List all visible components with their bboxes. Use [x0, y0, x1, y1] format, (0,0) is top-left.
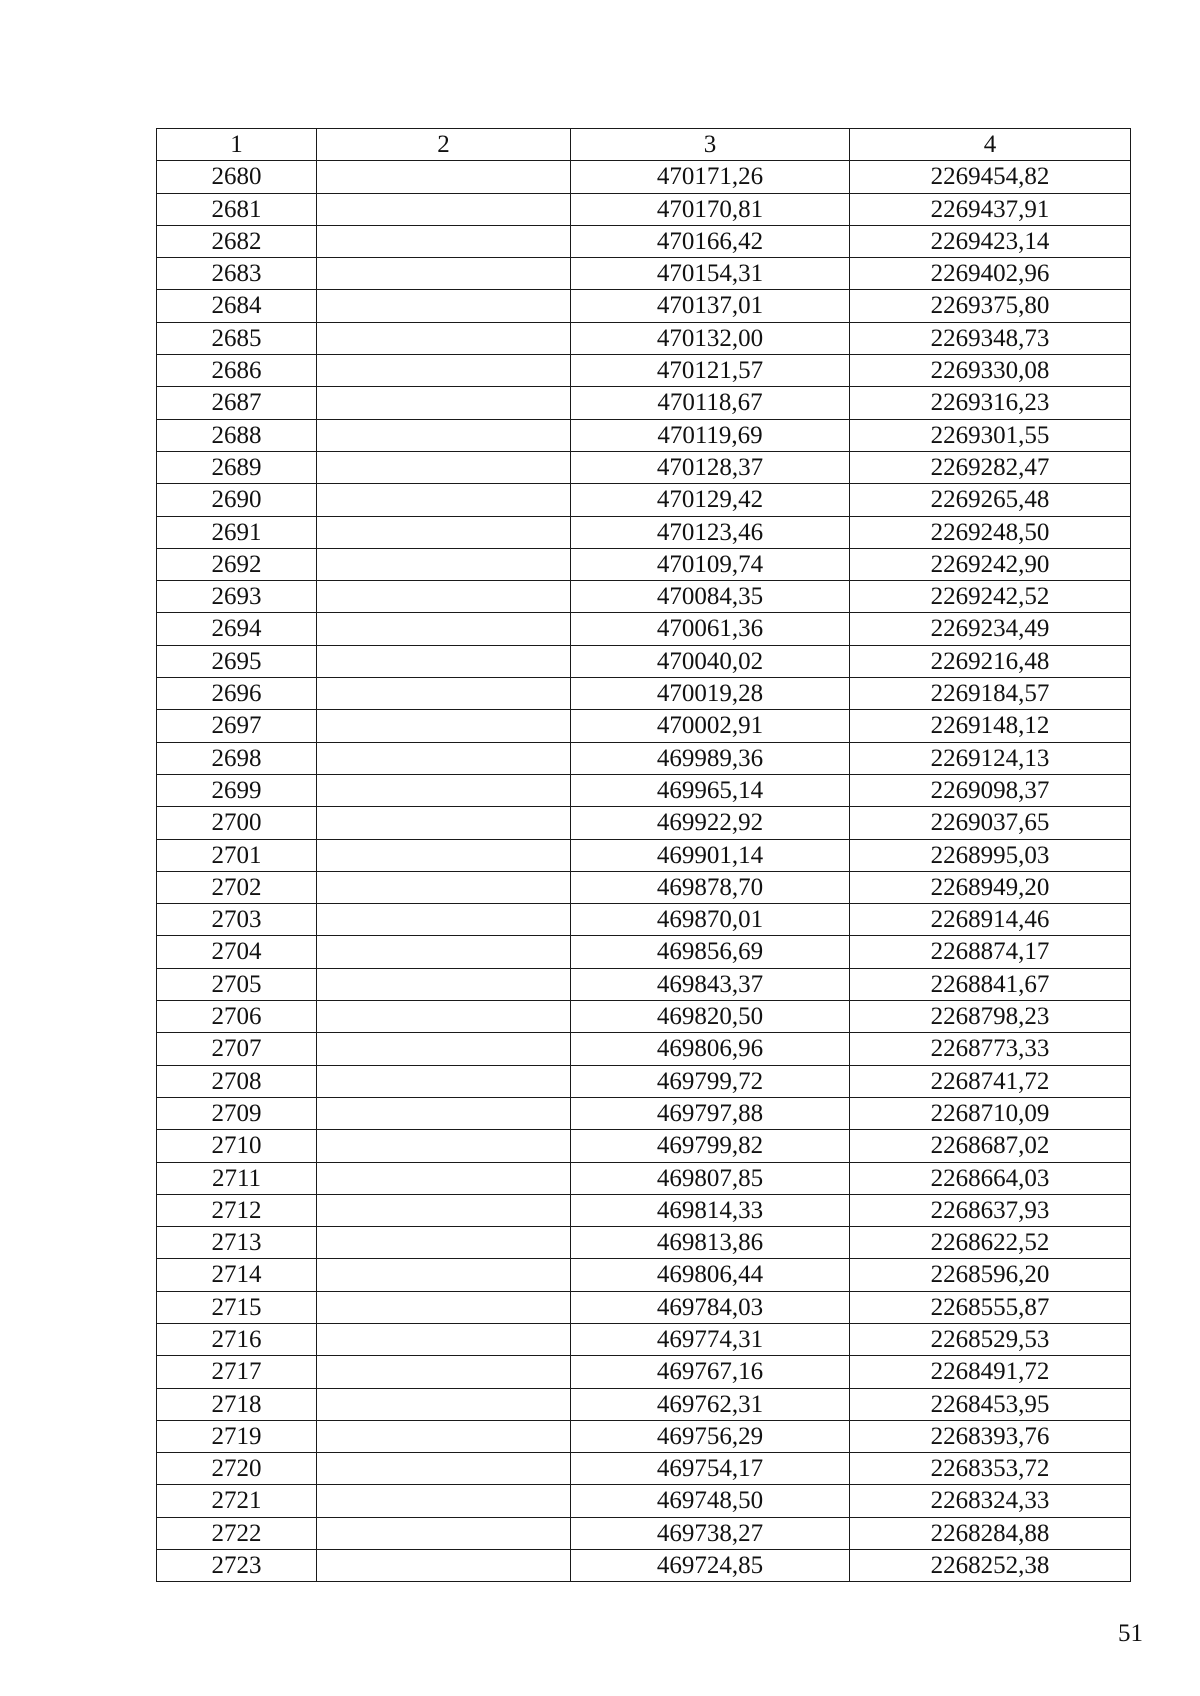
point-number-cell: 2698 [157, 742, 317, 774]
point-number-cell: 2704 [157, 936, 317, 968]
point-number-cell: 2692 [157, 548, 317, 580]
y-coordinate-cell: 2269402,96 [850, 258, 1131, 290]
x-coordinate-cell: 469965,14 [571, 774, 850, 806]
point-number-cell: 2722 [157, 1517, 317, 1549]
description-cell [317, 1033, 571, 1065]
point-number-cell: 2681 [157, 193, 317, 225]
description-cell [317, 1001, 571, 1033]
description-cell [317, 1550, 571, 1582]
y-coordinate-cell: 2268773,33 [850, 1033, 1131, 1065]
table-row [157, 1162, 1131, 1194]
point-number-cell: 2695 [157, 645, 317, 677]
table-row [157, 1453, 1131, 1485]
x-coordinate-cell: 470084,35 [571, 581, 850, 613]
table-row [157, 645, 1131, 677]
y-coordinate-cell: 2268995,03 [850, 839, 1131, 871]
table-row [157, 1097, 1131, 1129]
x-coordinate-cell: 469820,50 [571, 1001, 850, 1033]
y-coordinate-cell: 2269375,80 [850, 290, 1131, 322]
y-coordinate-cell: 2268687,02 [850, 1130, 1131, 1162]
y-coordinate-cell: 2269184,57 [850, 678, 1131, 710]
x-coordinate-cell: 469799,72 [571, 1065, 850, 1097]
description-cell [317, 322, 571, 354]
description-cell [317, 1453, 571, 1485]
table-row [157, 1227, 1131, 1259]
y-coordinate-cell: 2268491,72 [850, 1356, 1131, 1388]
table-row [157, 258, 1131, 290]
table-row [157, 1291, 1131, 1323]
x-coordinate-cell: 470137,01 [571, 290, 850, 322]
table-row [157, 484, 1131, 516]
x-coordinate-cell: 470154,31 [571, 258, 850, 290]
description-cell [317, 774, 571, 806]
table-row [157, 1388, 1131, 1420]
description-cell [317, 387, 571, 419]
table-row [157, 1033, 1131, 1065]
y-coordinate-cell: 2269282,47 [850, 451, 1131, 483]
table-header [157, 129, 1131, 161]
table-body [157, 161, 1131, 1582]
description-cell [317, 936, 571, 968]
point-number-cell: 2686 [157, 355, 317, 387]
y-coordinate-cell: 2268914,46 [850, 904, 1131, 936]
x-coordinate-cell: 469870,01 [571, 904, 850, 936]
description-cell [317, 225, 571, 257]
point-number-cell: 2683 [157, 258, 317, 290]
x-coordinate-cell: 470129,42 [571, 484, 850, 516]
description-cell [317, 290, 571, 322]
y-coordinate-cell: 2268555,87 [850, 1291, 1131, 1323]
x-coordinate-cell: 470061,36 [571, 613, 850, 645]
description-cell [317, 581, 571, 613]
y-coordinate-cell: 2269248,50 [850, 516, 1131, 548]
table-row [157, 807, 1131, 839]
description-cell [317, 161, 571, 193]
description-cell [317, 807, 571, 839]
y-coordinate-cell: 2269124,13 [850, 742, 1131, 774]
x-coordinate-cell: 469878,70 [571, 871, 850, 903]
y-coordinate-cell: 2269437,91 [850, 193, 1131, 225]
x-coordinate-cell: 470118,67 [571, 387, 850, 419]
description-cell [317, 1130, 571, 1162]
table-row [157, 1130, 1131, 1162]
table-row [157, 419, 1131, 451]
x-coordinate-cell: 469754,17 [571, 1453, 850, 1485]
point-number-cell: 2685 [157, 322, 317, 354]
description-cell [317, 1162, 571, 1194]
point-number-cell: 2723 [157, 1550, 317, 1582]
description-cell [317, 1291, 571, 1323]
x-coordinate-cell: 469797,88 [571, 1097, 850, 1129]
y-coordinate-cell: 2268710,09 [850, 1097, 1131, 1129]
description-cell [317, 419, 571, 451]
point-number-cell: 2680 [157, 161, 317, 193]
description-cell [317, 678, 571, 710]
column-header-2: 2 [317, 129, 571, 161]
x-coordinate-cell: 469756,29 [571, 1420, 850, 1452]
description-cell [317, 871, 571, 903]
point-number-cell: 2700 [157, 807, 317, 839]
y-coordinate-cell: 2268841,67 [850, 968, 1131, 1000]
table-row [157, 581, 1131, 613]
description-cell [317, 1097, 571, 1129]
table-row [157, 387, 1131, 419]
x-coordinate-cell: 470132,00 [571, 322, 850, 354]
table-row [157, 161, 1131, 193]
y-coordinate-cell: 2269454,82 [850, 161, 1131, 193]
table-row [157, 1550, 1131, 1582]
point-number-cell: 2718 [157, 1388, 317, 1420]
x-coordinate-cell: 469922,92 [571, 807, 850, 839]
table-row [157, 290, 1131, 322]
y-coordinate-cell: 2268529,53 [850, 1323, 1131, 1355]
point-number-cell: 2706 [157, 1001, 317, 1033]
point-number-cell: 2714 [157, 1259, 317, 1291]
table-row [157, 936, 1131, 968]
y-coordinate-cell: 2268949,20 [850, 871, 1131, 903]
y-coordinate-cell: 2268324,33 [850, 1485, 1131, 1517]
table-row [157, 678, 1131, 710]
description-cell [317, 484, 571, 516]
table-row [157, 451, 1131, 483]
coordinates-table [156, 128, 1131, 1582]
point-number-cell: 2719 [157, 1420, 317, 1452]
x-coordinate-cell: 470040,02 [571, 645, 850, 677]
y-coordinate-cell: 2269316,23 [850, 387, 1131, 419]
description-cell [317, 645, 571, 677]
table-row [157, 1420, 1131, 1452]
x-coordinate-cell: 469856,69 [571, 936, 850, 968]
x-coordinate-cell: 469767,16 [571, 1356, 850, 1388]
x-coordinate-cell: 470170,81 [571, 193, 850, 225]
table-row [157, 1194, 1131, 1226]
description-cell [317, 193, 571, 225]
y-coordinate-cell: 2268252,38 [850, 1550, 1131, 1582]
y-coordinate-cell: 2269037,65 [850, 807, 1131, 839]
table-row [157, 225, 1131, 257]
y-coordinate-cell: 2268798,23 [850, 1001, 1131, 1033]
y-coordinate-cell: 2268393,76 [850, 1420, 1131, 1452]
table-row [157, 1323, 1131, 1355]
x-coordinate-cell: 469813,86 [571, 1227, 850, 1259]
description-cell [317, 258, 571, 290]
point-number-cell: 2690 [157, 484, 317, 516]
table-row [157, 904, 1131, 936]
y-coordinate-cell: 2269242,90 [850, 548, 1131, 580]
table-row [157, 871, 1131, 903]
point-number-cell: 2687 [157, 387, 317, 419]
y-coordinate-cell: 2269265,48 [850, 484, 1131, 516]
description-cell [317, 839, 571, 871]
x-coordinate-cell: 469762,31 [571, 1388, 850, 1420]
table-row [157, 1259, 1131, 1291]
y-coordinate-cell: 2268596,20 [850, 1259, 1131, 1291]
point-number-cell: 2705 [157, 968, 317, 1000]
x-coordinate-cell: 469738,27 [571, 1517, 850, 1549]
x-coordinate-cell: 470121,57 [571, 355, 850, 387]
table-row [157, 613, 1131, 645]
column-header-3: 3 [571, 129, 850, 161]
point-number-cell: 2691 [157, 516, 317, 548]
description-cell [317, 1065, 571, 1097]
point-number-cell: 2701 [157, 839, 317, 871]
y-coordinate-cell: 2268741,72 [850, 1065, 1131, 1097]
x-coordinate-cell: 469806,96 [571, 1033, 850, 1065]
y-coordinate-cell: 2268874,17 [850, 936, 1131, 968]
point-number-cell: 2710 [157, 1130, 317, 1162]
table-row [157, 516, 1131, 548]
y-coordinate-cell: 2269098,37 [850, 774, 1131, 806]
y-coordinate-cell: 2268453,95 [850, 1388, 1131, 1420]
description-cell [317, 1356, 571, 1388]
description-cell [317, 742, 571, 774]
column-header-1: 1 [157, 129, 317, 161]
table-row [157, 742, 1131, 774]
x-coordinate-cell: 470019,28 [571, 678, 850, 710]
point-number-cell: 2720 [157, 1453, 317, 1485]
y-coordinate-cell: 2268284,88 [850, 1517, 1131, 1549]
point-number-cell: 2703 [157, 904, 317, 936]
x-coordinate-cell: 470166,42 [571, 225, 850, 257]
x-coordinate-cell: 470171,26 [571, 161, 850, 193]
description-cell [317, 451, 571, 483]
y-coordinate-cell: 2268664,03 [850, 1162, 1131, 1194]
description-cell [317, 904, 571, 936]
column-header-4: 4 [850, 129, 1131, 161]
table-row [157, 193, 1131, 225]
y-coordinate-cell: 2268637,93 [850, 1194, 1131, 1226]
point-number-cell: 2708 [157, 1065, 317, 1097]
point-number-cell: 2721 [157, 1485, 317, 1517]
description-cell [317, 1194, 571, 1226]
description-cell [317, 1259, 571, 1291]
point-number-cell: 2682 [157, 225, 317, 257]
description-cell [317, 613, 571, 645]
point-number-cell: 2716 [157, 1323, 317, 1355]
description-cell [317, 548, 571, 580]
y-coordinate-cell: 2268353,72 [850, 1453, 1131, 1485]
point-number-cell: 2696 [157, 678, 317, 710]
table-row [157, 968, 1131, 1000]
x-coordinate-cell: 470128,37 [571, 451, 850, 483]
x-coordinate-cell: 469901,14 [571, 839, 850, 871]
x-coordinate-cell: 470119,69 [571, 419, 850, 451]
point-number-cell: 2693 [157, 581, 317, 613]
description-cell [317, 355, 571, 387]
point-number-cell: 2684 [157, 290, 317, 322]
table-row [157, 548, 1131, 580]
point-number-cell: 2694 [157, 613, 317, 645]
description-cell [317, 516, 571, 548]
x-coordinate-cell: 470109,74 [571, 548, 850, 580]
table-row [157, 839, 1131, 871]
description-cell [317, 1388, 571, 1420]
point-number-cell: 2713 [157, 1227, 317, 1259]
x-coordinate-cell: 469784,03 [571, 1291, 850, 1323]
point-number-cell: 2688 [157, 419, 317, 451]
y-coordinate-cell: 2269216,48 [850, 645, 1131, 677]
description-cell [317, 1517, 571, 1549]
x-coordinate-cell: 469807,85 [571, 1162, 850, 1194]
y-coordinate-cell: 2269301,55 [850, 419, 1131, 451]
description-cell [317, 1323, 571, 1355]
x-coordinate-cell: 469799,82 [571, 1130, 850, 1162]
table-row [157, 355, 1131, 387]
table-row [157, 1517, 1131, 1549]
description-cell [317, 1420, 571, 1452]
table-row [157, 1001, 1131, 1033]
point-number-cell: 2699 [157, 774, 317, 806]
point-number-cell: 2689 [157, 451, 317, 483]
description-cell [317, 710, 571, 742]
table-row [157, 710, 1131, 742]
x-coordinate-cell: 469774,31 [571, 1323, 850, 1355]
point-number-cell: 2711 [157, 1162, 317, 1194]
header-row [157, 129, 1131, 161]
y-coordinate-cell: 2269242,52 [850, 581, 1131, 613]
point-number-cell: 2707 [157, 1033, 317, 1065]
point-number-cell: 2717 [157, 1356, 317, 1388]
x-coordinate-cell: 469989,36 [571, 742, 850, 774]
point-number-cell: 2715 [157, 1291, 317, 1323]
description-cell [317, 1485, 571, 1517]
x-coordinate-cell: 469806,44 [571, 1259, 850, 1291]
y-coordinate-cell: 2269148,12 [850, 710, 1131, 742]
point-number-cell: 2702 [157, 871, 317, 903]
table-row [157, 1065, 1131, 1097]
point-number-cell: 2709 [157, 1097, 317, 1129]
table-row [157, 1356, 1131, 1388]
x-coordinate-cell: 469724,85 [571, 1550, 850, 1582]
table-row [157, 322, 1131, 354]
description-cell [317, 968, 571, 1000]
x-coordinate-cell: 470002,91 [571, 710, 850, 742]
y-coordinate-cell: 2269423,14 [850, 225, 1131, 257]
point-number-cell: 2712 [157, 1194, 317, 1226]
table-row [157, 1485, 1131, 1517]
x-coordinate-cell: 470123,46 [571, 516, 850, 548]
y-coordinate-cell: 2268622,52 [850, 1227, 1131, 1259]
y-coordinate-cell: 2269330,08 [850, 355, 1131, 387]
point-number-cell: 2697 [157, 710, 317, 742]
x-coordinate-cell: 469748,50 [571, 1485, 850, 1517]
x-coordinate-cell: 469843,37 [571, 968, 850, 1000]
x-coordinate-cell: 469814,33 [571, 1194, 850, 1226]
description-cell [317, 1227, 571, 1259]
table-row [157, 774, 1131, 806]
y-coordinate-cell: 2269234,49 [850, 613, 1131, 645]
y-coordinate-cell: 2269348,73 [850, 322, 1131, 354]
page-number: 51 [1118, 1620, 1143, 1647]
